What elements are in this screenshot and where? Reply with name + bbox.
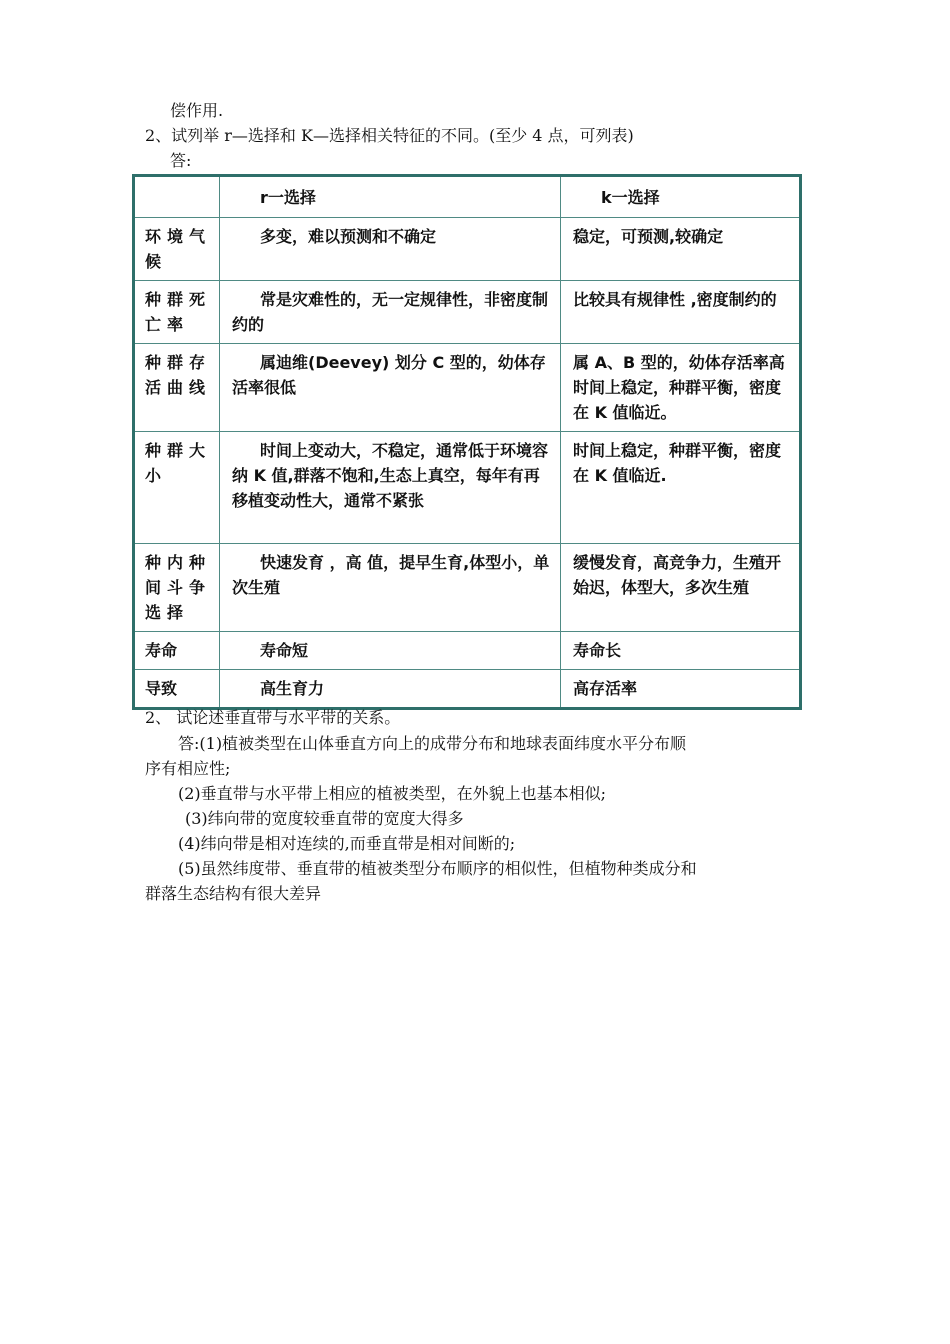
row-label: 环境气候 [134, 218, 220, 281]
row-r-value: 快速发育 ，高 值，提早生育,体型小，单次生殖 [220, 544, 561, 632]
table-row [134, 281, 801, 344]
answer-p4: (4)纬向带是相对连续的,而垂直带是相对间断的; [178, 834, 516, 853]
header-empty [134, 176, 220, 218]
row-label: 种内种间斗争选择 [134, 544, 220, 632]
intro-line: 偿作用. [170, 101, 224, 120]
table-header-row [134, 176, 801, 218]
row-label: 导致 [134, 670, 220, 709]
row-r-value: 属迪维(Deevey) 划分 C 型的，幼体存活率很低 [220, 344, 561, 432]
row-r-value: 多变，难以预测和不确定 [220, 218, 561, 281]
row-k-value: 比较具有规律性 ,密度制约的 [561, 281, 801, 344]
row-k-value: 高存活率 [561, 670, 801, 709]
answer-p5-line2: 群落生态结构有很大差异 [145, 884, 322, 903]
row-label: 寿命 [134, 632, 220, 670]
table-row [134, 344, 801, 432]
table-row [134, 432, 801, 544]
header-r: r一选择 [220, 176, 561, 218]
row-k-value: 寿命长 [561, 632, 801, 670]
table-row [134, 632, 801, 670]
table-row [134, 218, 801, 281]
table-row [134, 544, 801, 632]
row-r-value: 时间上变动大，不稳定，通常低于环境容纳 K 值,群落不饱和,生态上真空，每年有再移植变动性大，通常不紧张 [220, 432, 561, 544]
answer-p5-line1: (5)虽然纬度带、垂直带的植被类型分布顺序的相似性，但植物种类成分和 [178, 859, 697, 878]
row-label: 种群死亡率 [134, 281, 220, 344]
answer-p3: (3)纬向带的宽度较垂直带的宽度大得多 [185, 809, 464, 828]
question-vertical-horizontal: 2、 试论述垂直带与水平带的关系。 [145, 708, 401, 727]
row-k-value: 稳定，可预测,较确定 [561, 218, 801, 281]
row-r-value: 寿命短 [220, 632, 561, 670]
row-k-value: 属 A、B 型的，幼体存活率高时间上稳定，种群平衡，密度在 K 值临近。 [561, 344, 801, 432]
row-label: 种群大小 [134, 432, 220, 544]
answer-label: 答: [170, 151, 192, 170]
answer-p1-line1: 答:(1)植被类型在山体垂直方向上的成带分布和地球表面纬度水平分布顺 [178, 734, 687, 753]
row-k-value: 缓慢发育，高竞争力，生殖开始迟，体型大，多次生殖 [561, 544, 801, 632]
r-k-selection-table [132, 174, 802, 710]
question-r-k: 2、试列举 r—选择和 K—选择相关特征的不同。(至少 4 点，可列表) [145, 126, 634, 145]
answer-p1-line2: 序有相应性; [145, 759, 231, 778]
answer-p2: (2)垂直带与水平带上相应的植被类型，在外貌上也基本相似; [178, 784, 607, 803]
table-row [134, 670, 801, 709]
header-k: k一选择 [561, 176, 801, 218]
row-r-value: 高生育力 [220, 670, 561, 709]
row-k-value: 时间上稳定，种群平衡，密度在 K 值临近. [561, 432, 801, 544]
row-r-value: 常是灾难性的，无一定规律性，非密度制约的 [220, 281, 561, 344]
row-label: 种群存活曲线 [134, 344, 220, 432]
